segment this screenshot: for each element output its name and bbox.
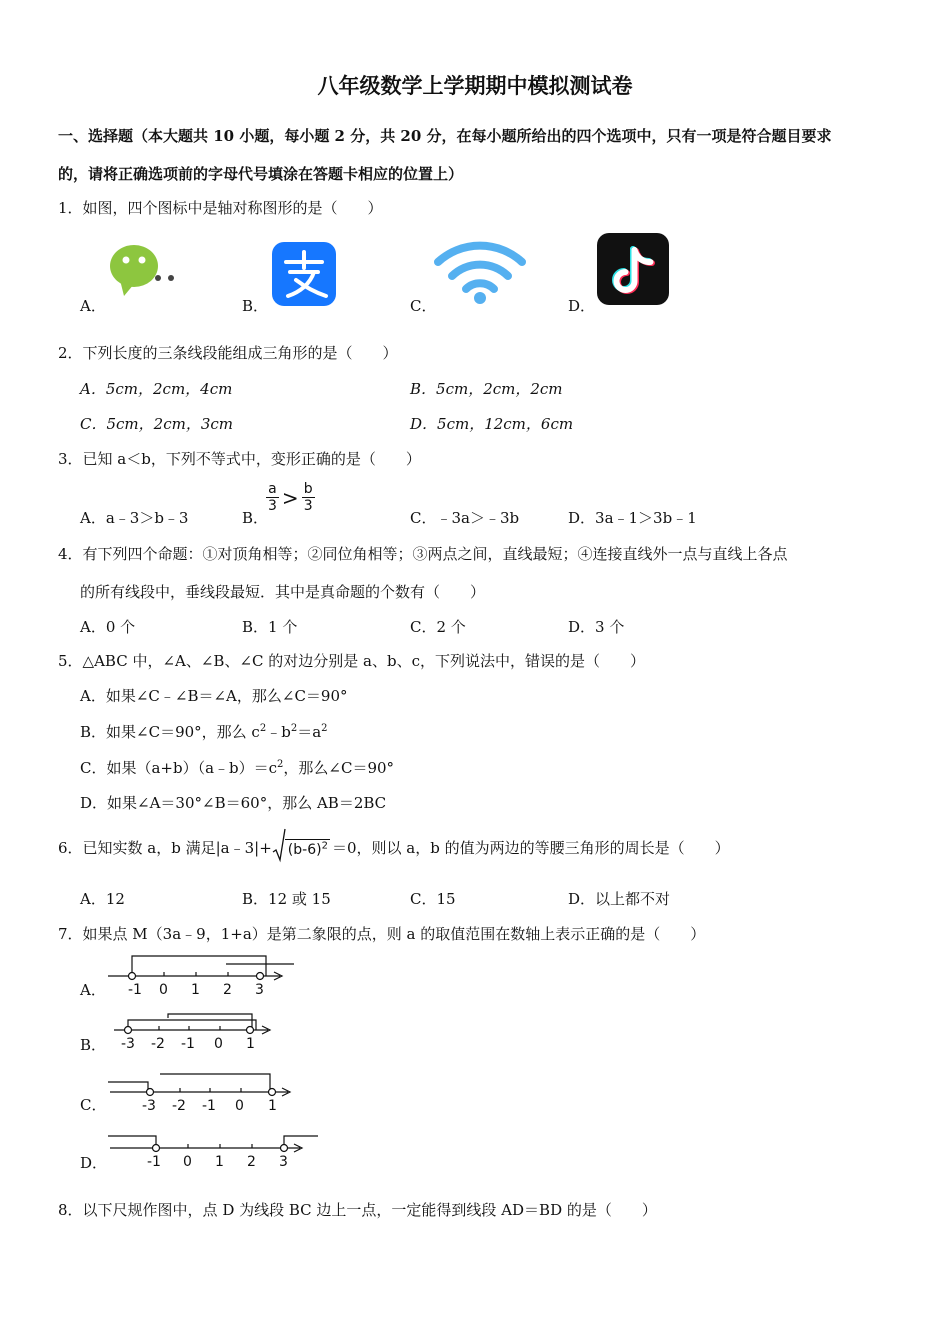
question-4-line1: 4．有下列四个命题：①对顶角相等；②同位角相等；③两点之间，直线最短；④连接直线外一点与直线上各点 — [58, 545, 788, 563]
question-4-line2: 的所有线段中，垂线段最短．其中是真命题的个数有（ ） — [80, 583, 486, 601]
tick-label: 2 — [223, 982, 232, 998]
q6-option-b: B．12 或 15 — [242, 890, 331, 908]
tick-label: 0 — [214, 1036, 223, 1052]
tick-label: 0 — [183, 1154, 192, 1170]
tick-label: 1 — [246, 1036, 255, 1052]
tick-label: -2 — [172, 1098, 186, 1114]
q3-option-b-label: B． — [242, 509, 269, 527]
q4-option-c: C．2 个 — [410, 618, 466, 636]
q4-option-d: D．3 个 — [568, 618, 625, 636]
wifi-icon — [432, 234, 528, 306]
q1-option-b-label: B． — [242, 297, 269, 315]
question-8-stem: 8．以下尺规作图中，点 D 为线段 BC 边上一点，一定能得到线段 AD＝BD 的是（ ） — [58, 1201, 657, 1219]
fraction-b-over-3: $\frac{b}{3}$ — [303, 481, 313, 514]
q5-option-c: C．如果$(a+b)(a﹣b)=c^2$，那么∠C＝90° — [80, 759, 395, 777]
section-heading-line1: 一、选择题（本大题共 10 小题，每小题 2 分，共 20 分，在每小题所给出的四个选项中，只有一项是符合题目要求 — [58, 127, 832, 145]
page-title: 八年级数学上学期期中模拟测试卷 — [317, 73, 633, 98]
tick-label: -1 — [147, 1154, 161, 1170]
question-6-stem: 6．已知实数 a，b 满足|a﹣3|+ $(b-6)^2 =0$，则以 a，b 的值为两边的等腰三角形的周长是（ ） — [58, 837, 730, 858]
q2-option-c: C．5cm，2cm，3cm — [80, 415, 233, 433]
question-2-stem: 2．下列长度的三条线段能组成三角形的是（ ） — [58, 344, 398, 362]
fraction-a-over-3: $\frac{a}{3}$ — [268, 481, 277, 514]
question-3-stem: 3．已知 a＜b，下列不等式中，变形正确的是（ ） — [58, 450, 421, 468]
q6-option-d: D．以上都不对 — [568, 890, 671, 908]
q4-option-b: B．1 个 — [242, 618, 298, 636]
alipay-icon — [270, 240, 338, 308]
sqrt-expression: $(b-6)^2$ — [272, 840, 330, 858]
q7-option-c-label: C． — [80, 1096, 107, 1114]
tick-label: 0 — [159, 982, 168, 998]
q2-option-b: B．5cm，2cm，2cm — [410, 380, 563, 398]
q4-option-a: A．0 个 — [80, 618, 136, 636]
radical-sign — [272, 828, 286, 864]
q5-option-a: A．如果∠C﹣∠B＝∠A，那么∠C＝90° — [80, 687, 348, 705]
q3-option-a: A．a﹣3＞b﹣3 — [80, 509, 189, 527]
q7-number-line-c — [104, 1068, 304, 1114]
tick-label: -3 — [121, 1036, 135, 1052]
tick-label: -1 — [128, 982, 142, 998]
tick-label: -1 — [202, 1098, 216, 1114]
greater-than-sign: > — [281, 485, 299, 510]
q3-option-c: C．﹣3a＞﹣3b — [410, 509, 520, 527]
q7-number-line-d — [104, 1126, 324, 1172]
q5-option-d: D．如果∠A＝30°∠B＝60°，那么 AB＝2BC — [80, 794, 387, 812]
tick-label: 1 — [215, 1154, 224, 1170]
question-5-stem: 5．△ABC 中，∠A、∠B、∠C 的对边分别是 a、b、c，下列说法中，错误的是（ ） — [58, 652, 645, 670]
q7-option-a-label: A． — [80, 981, 106, 999]
q7-option-b-label: B． — [80, 1036, 107, 1054]
tick-label: -1 — [181, 1036, 195, 1052]
q5-option-b: B．如果∠C＝90°，那么 $c^2﹣b^2=a^2$ — [80, 723, 328, 741]
q7-number-line-b — [104, 1008, 304, 1054]
tick-label: -3 — [142, 1098, 156, 1114]
q7-number-line-a — [104, 950, 304, 998]
tick-label: 0 — [235, 1098, 244, 1114]
tick-label: -2 — [151, 1036, 165, 1052]
question-7-stem: 7．如果点 M（3a﹣9，1+a）是第二象限的点，则 a 的取值范围在数轴上表示正确的是（ ） — [58, 925, 706, 943]
wechat-icon — [104, 240, 184, 300]
question-1-stem: 1．如图，四个图标中是轴对称图形的是（ ） — [58, 199, 383, 217]
q7-option-d-label: D． — [80, 1154, 108, 1172]
q3-option-b-inequality — [266, 481, 315, 514]
q1-option-c-label: C． — [410, 297, 437, 315]
q6-option-a: A．12 — [80, 890, 125, 908]
tick-label: 3 — [279, 1154, 288, 1170]
section-heading-line2: 的，请将正确选项前的字母代号填涂在答题卡相应的位置上） — [58, 165, 464, 183]
tick-label: 1 — [191, 982, 200, 998]
tick-label: 3 — [255, 982, 264, 998]
q2-option-d: D．5cm，12cm，6cm — [410, 415, 574, 433]
q2-option-a: A．5cm，2cm，4cm — [80, 380, 233, 398]
tick-label: 1 — [268, 1098, 277, 1114]
q1-option-d-label: D． — [568, 297, 596, 315]
q3-option-d: D．3a﹣1＞3b﹣1 — [568, 509, 697, 527]
q1-option-a-label: A． — [80, 297, 106, 315]
tiktok-icon — [596, 232, 670, 306]
q6-option-c: C．15 — [410, 890, 456, 908]
tick-label: 2 — [247, 1154, 256, 1170]
